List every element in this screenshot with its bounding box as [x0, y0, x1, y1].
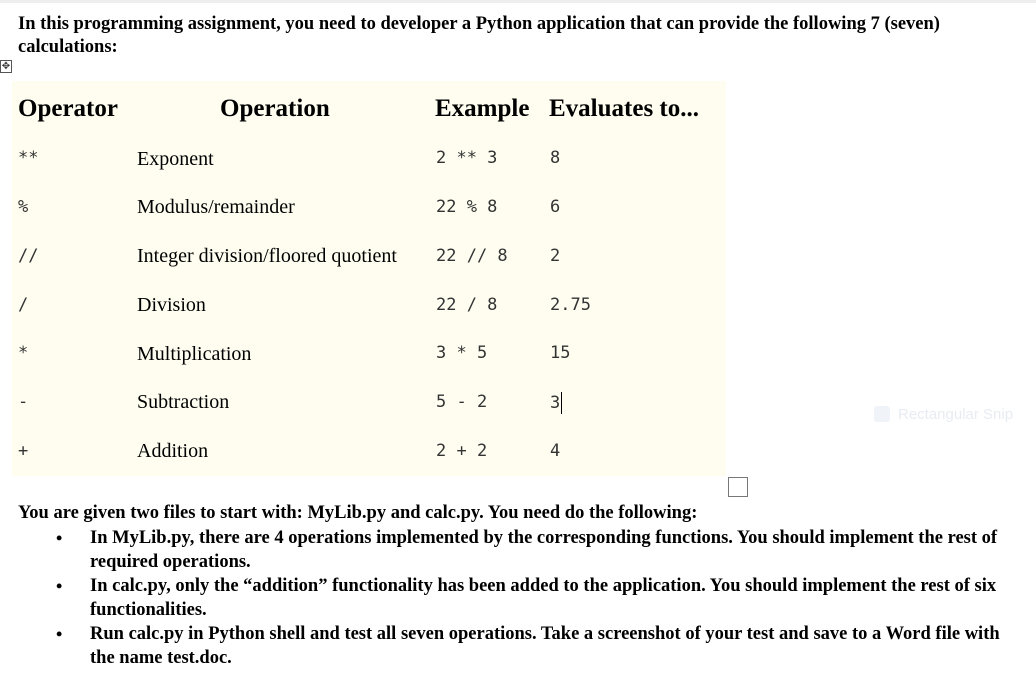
cell-result-editing[interactable]	[550, 392, 562, 414]
cell-operator: -	[18, 392, 29, 412]
cell-operator: *	[18, 343, 29, 363]
header-operation: Operation	[220, 95, 330, 122]
table-move-handle-icon[interactable]: ✥	[1, 61, 11, 72]
cell-operation: Exponent	[137, 148, 214, 170]
cell-result: 4	[550, 441, 561, 461]
header-evaluates: Evaluates to...	[549, 95, 699, 122]
table-resize-handle-icon[interactable]	[728, 477, 748, 497]
header-operator: Operator	[18, 95, 118, 122]
header-example: Example	[435, 95, 530, 122]
list-item-text: In calc.py, only the “addition” functionality has been added to the application. You should implement the rest of six functionalities.	[90, 576, 997, 620]
cell-example: 2 ** 3	[436, 148, 498, 168]
intro-paragraph: In this programming assignment, you need to developer a Python application that can provide the following 7 (seven) calculations:	[18, 14, 940, 57]
cell-operation: Modulus/remainder	[137, 196, 295, 218]
text-caret	[561, 392, 562, 414]
cell-result: 15	[550, 343, 571, 363]
cell-result: 8	[550, 148, 561, 168]
cell-result: 3	[550, 393, 561, 413]
instructions-list	[18, 526, 1008, 670]
list-item-text: Run calc.py in Python shell and test all seven operations. Take a screenshot of your test and save to a Word file with the name test.doc.	[90, 624, 1000, 668]
cell-operation: Division	[137, 294, 206, 316]
cell-example: 5 - 2	[436, 392, 488, 412]
bullet-icon: •	[56, 624, 63, 644]
cell-operation: Addition	[137, 440, 209, 462]
cell-operator: //	[18, 246, 39, 266]
cell-result: 2	[550, 246, 561, 266]
snip-label: Rectangular Snip	[898, 405, 1014, 423]
cell-operator: %	[18, 197, 29, 217]
snip-overlay	[866, 398, 1036, 430]
list-item	[18, 574, 1008, 622]
cell-example: 22 % 8	[436, 197, 498, 217]
bullet-icon: •	[56, 528, 63, 548]
cell-operator: +	[18, 441, 29, 461]
cell-operator: **	[18, 148, 39, 168]
operations-table	[12, 81, 726, 476]
cell-operator: /	[18, 295, 29, 315]
cell-operation: Subtraction	[137, 391, 230, 413]
cell-example: 2 + 2	[436, 441, 488, 461]
top-border	[0, 0, 1036, 3]
list-item	[18, 526, 1008, 574]
cell-operation: Integer division/floored quotient	[137, 245, 397, 267]
cell-example: 22 / 8	[436, 295, 498, 315]
cell-example: 3 * 5	[436, 343, 488, 363]
list-item-text: In MyLib.py, there are 4 operations implemented by the corresponding functions. You should implement the rest of required operations.	[90, 528, 998, 572]
cell-operation: Multiplication	[137, 343, 252, 365]
cell-result: 6	[550, 197, 561, 217]
snip-icon	[874, 406, 890, 422]
list-item	[18, 622, 1008, 670]
cell-example: 22 // 8	[436, 246, 508, 266]
instructions-paragraph: You are given two files to start with: MyLib.py and calc.py. You need do the following:	[18, 503, 698, 523]
cell-result: 2.75	[550, 295, 591, 315]
bullet-icon: •	[56, 576, 63, 596]
